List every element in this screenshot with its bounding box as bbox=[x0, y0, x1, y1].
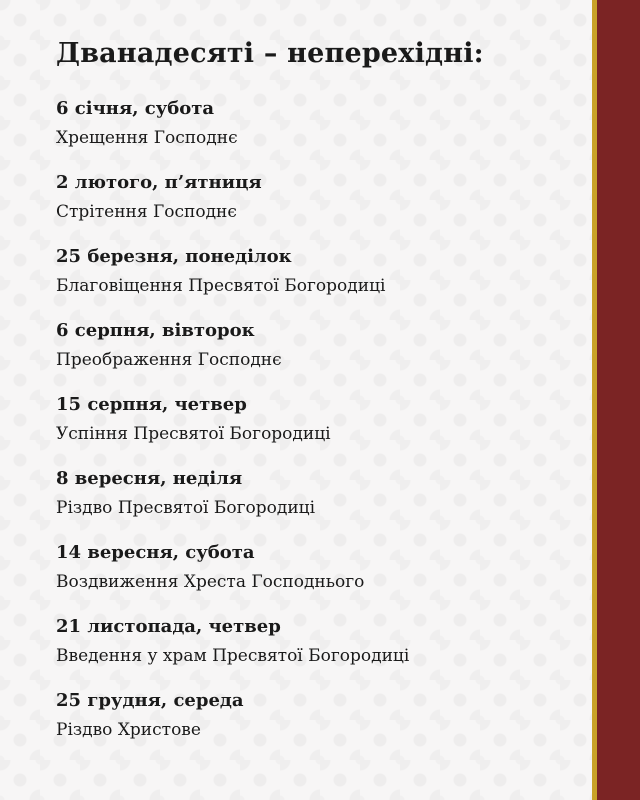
holiday-name: Стрітення Господнє bbox=[56, 202, 237, 222]
holiday-item bbox=[56, 614, 576, 688]
holiday-item bbox=[56, 244, 576, 318]
holiday-name: Різдво Христове bbox=[56, 720, 201, 740]
holiday-date: 6 серпня, вівторок bbox=[56, 320, 255, 341]
holiday-date: 25 березня, понеділок bbox=[56, 246, 292, 267]
holiday-item bbox=[56, 170, 576, 244]
holiday-date: 15 серпня, четвер bbox=[56, 394, 247, 415]
holiday-item bbox=[56, 318, 576, 392]
holiday-list-content bbox=[56, 34, 576, 762]
holiday-name: Успіння Пресвятої Богородиці bbox=[56, 424, 331, 444]
holiday-date: 8 вересня, неділя bbox=[56, 468, 243, 489]
burgundy-panel bbox=[597, 0, 640, 800]
holiday-item bbox=[56, 466, 576, 540]
holiday-item bbox=[56, 688, 576, 762]
holiday-date: 21 листопада, четвер bbox=[56, 616, 281, 637]
holiday-item bbox=[56, 96, 576, 170]
holiday-name: Введення у храм Пресвятої Богородиці bbox=[56, 646, 410, 666]
holiday-name: Преображення Господнє bbox=[56, 350, 282, 370]
holiday-name: Хрещення Господнє bbox=[56, 128, 238, 148]
holiday-name: Воздвиження Хреста Господнього bbox=[56, 572, 365, 592]
holiday-date: 6 січня, субота bbox=[56, 98, 215, 119]
holiday-name: Благовіщення Пресвятої Богородиці bbox=[56, 276, 386, 296]
holiday-item bbox=[56, 392, 576, 466]
holiday-date: 2 лютого, п’ятниця bbox=[56, 172, 262, 193]
holiday-item bbox=[56, 540, 576, 614]
decorative-side-bar bbox=[592, 0, 640, 800]
holiday-name: Різдво Пресвятої Богородиці bbox=[56, 498, 316, 518]
holiday-date: 25 грудня, середа bbox=[56, 690, 244, 711]
page-title: Дванадесяті – неперехідні: bbox=[56, 38, 484, 69]
holiday-date: 14 вересня, субота bbox=[56, 542, 255, 563]
